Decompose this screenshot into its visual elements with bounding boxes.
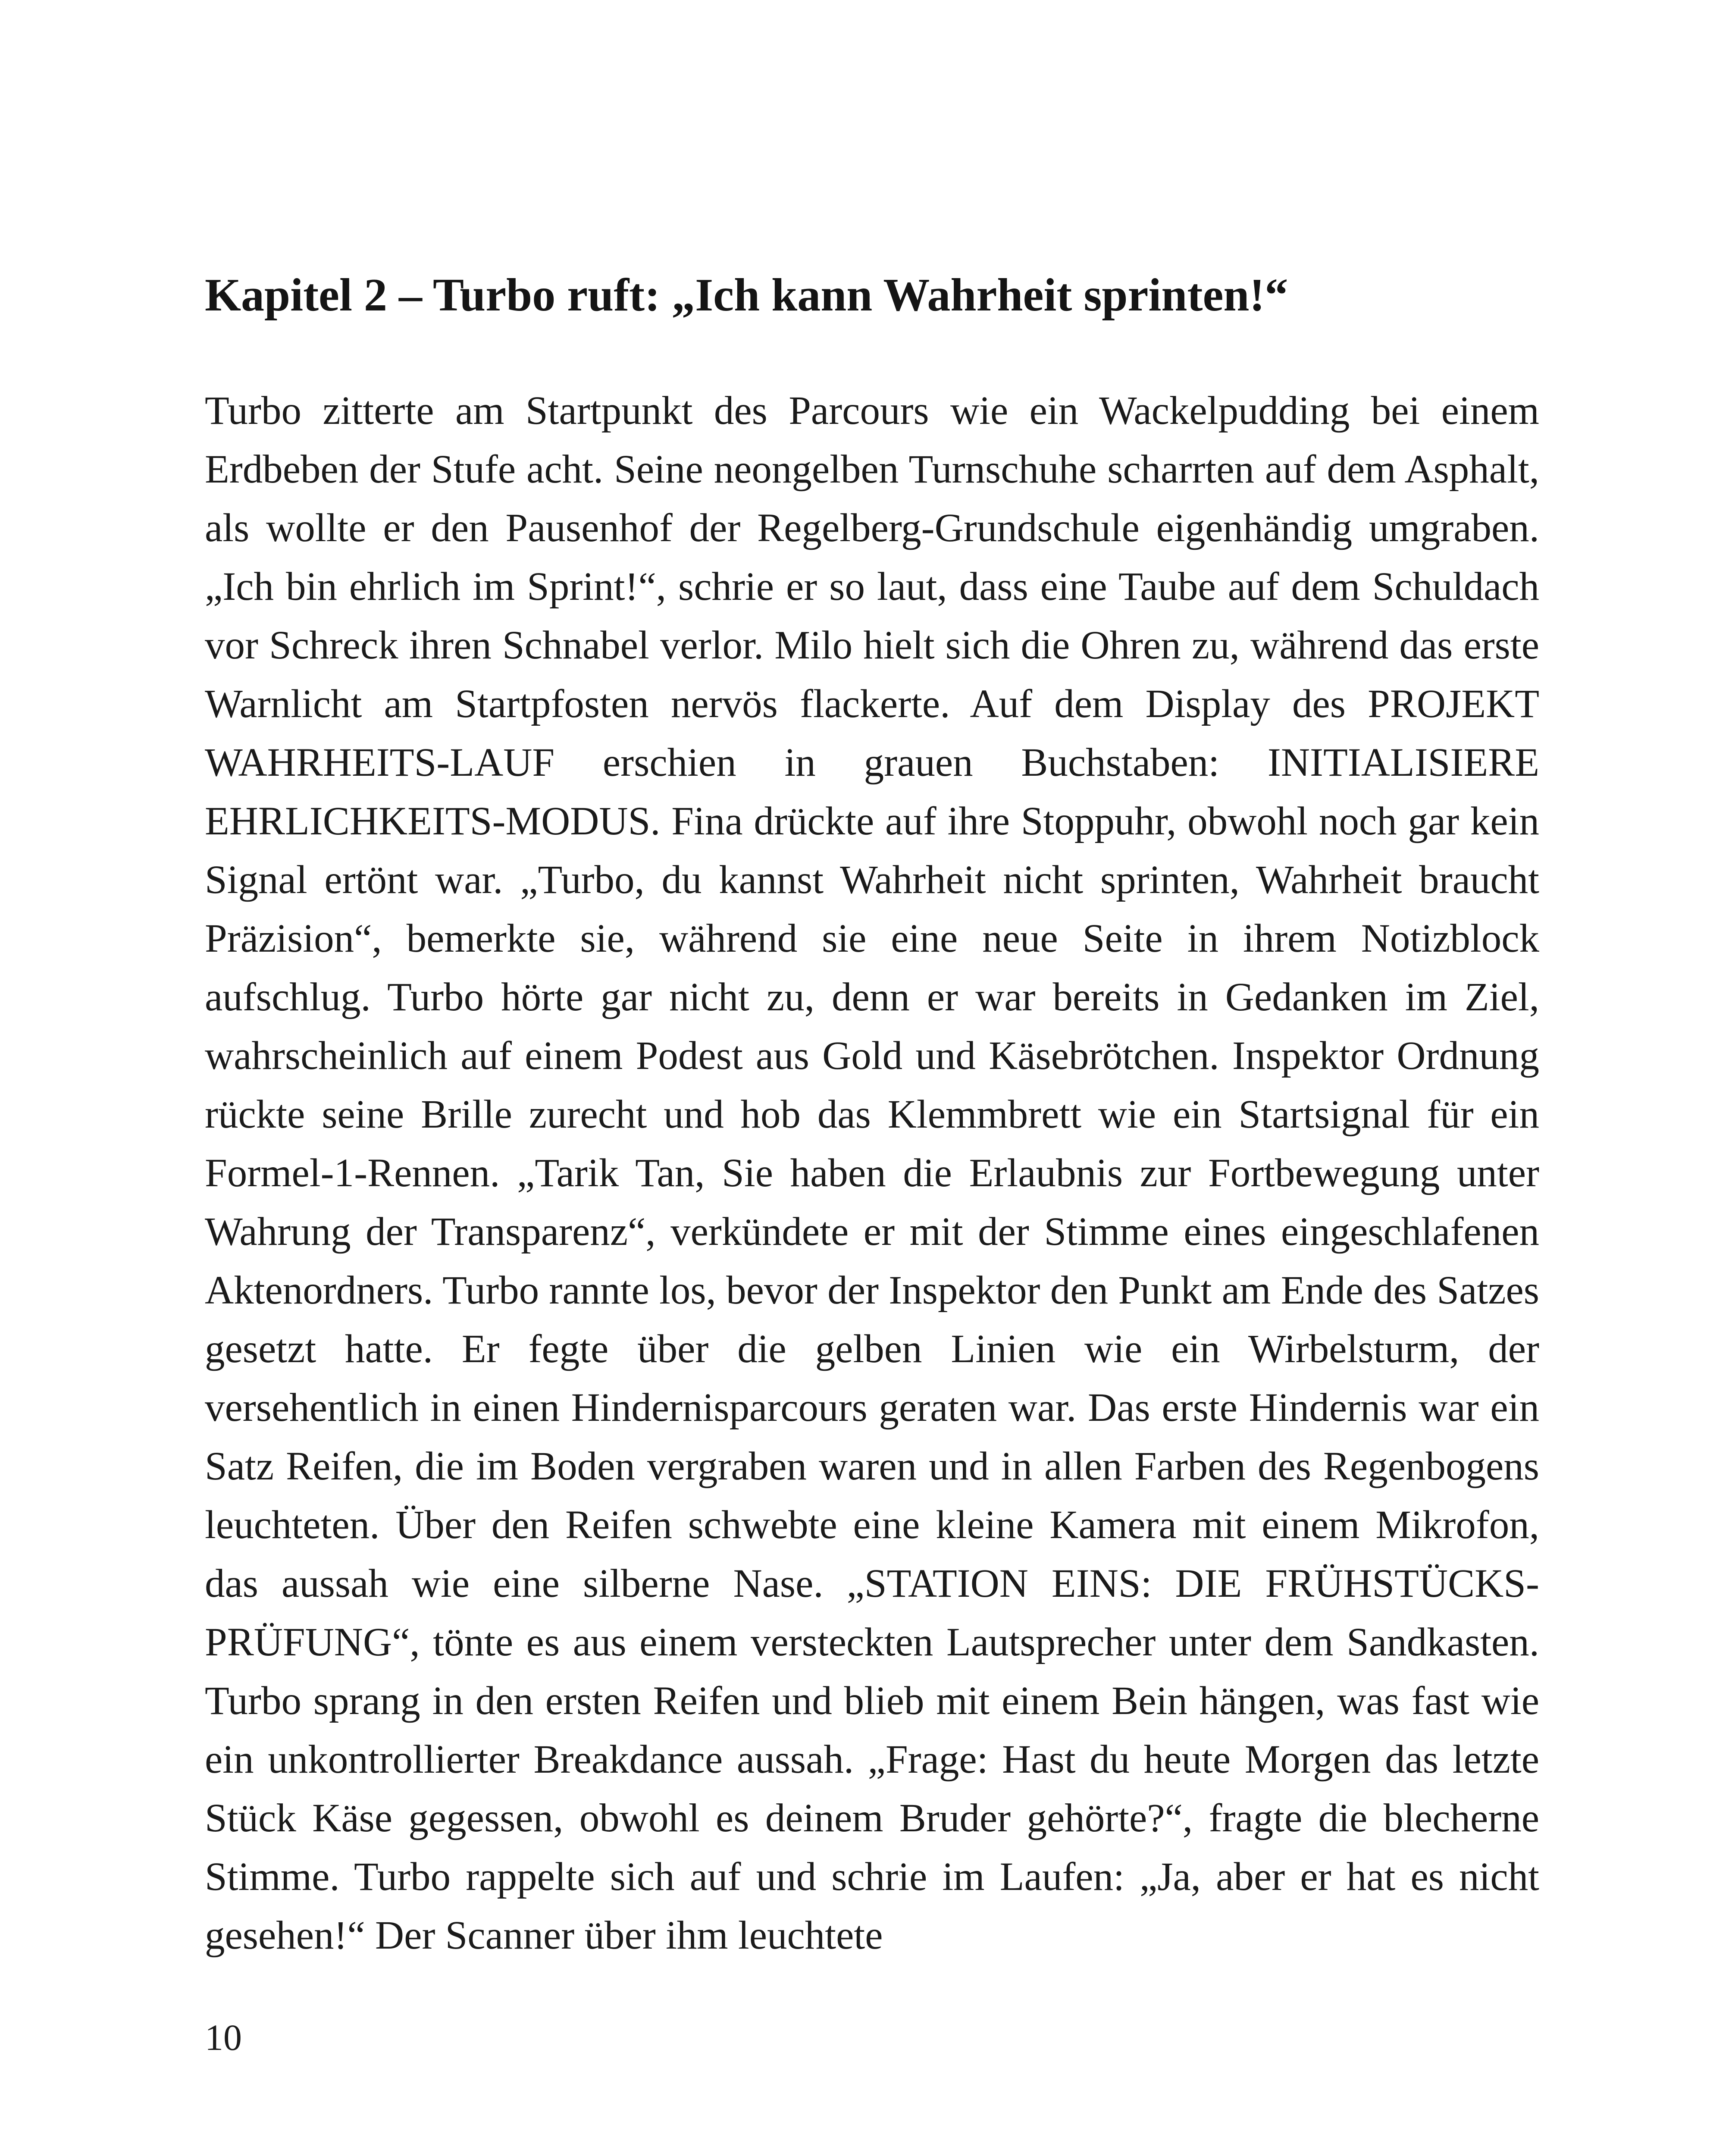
body-paragraph: Turbo zitterte am Startpunkt des Parcours wie ein Wackelpudding bei einem Erdbeben der Stufe acht. Seine neongelben Turnschuhe scharrten auf dem Asphalt, als wollte er den Pausenhof der Regelberg-Grundschule eigenhändig umgraben. „Ich bin ehrlich im Sprint!“, schrie er so laut, dass eine Taube auf dem Schuldach vor Schreck ihren Schnabel verlor. Milo hielt sich die Ohren zu, während das erste Warnlicht am Startpfosten nervös flackerte. Auf dem Display des PROJEKT WAHRHEITS-LAUF erschien in grauen Buchstaben: INITIALISIERE EHRLICHKEITS-MODUS. Fina drückte auf ihre Stoppuhr, obwohl noch gar kein Signal ertönt war. „Turbo, du kannst Wahrheit nicht sprinten, Wahrheit braucht Präzision“, bemerkte sie, während sie eine neue Seite in ihrem Notizblock aufschlug. Turbo hörte gar nicht zu, denn er war bereits in Gedanken im Ziel, wahrscheinlich auf einem Podest aus Gold und Käsebrötchen. Inspektor Ordnung rückte seine Brille zurecht und hob das Klemmbrett wie ein Startsignal für ein Formel-1-Rennen. „Tarik Tan, Sie haben die Erlaubnis zur Fortbewegung unter Wahrung der Transparenz“, verkündete er mit der Stimme eines eingeschlafenen Aktenordners. Turbo rannte los, bevor der Inspektor den Punkt am Ende des Satzes gesetzt hatte. Er fegte über die gelben Linien wie ein Wirbelsturm, der versehentlich in einen Hindernisparcours geraten war. Das erste Hindernis war ein Satz Reifen, die im Boden vergraben waren und in allen Farben des Regenbogens leuchteten. Über den Reifen schwebte eine kleine Kamera mit einem Mikrofon, das aussah wie eine silberne Nase. „STATION EINS: DIE FRÜHSTÜCKS-PRÜFUNG“, tönte es aus einem versteckten Lautsprecher unter dem Sandkasten. Turbo sprang in den ersten Reifen und blieb mit einem Bein hängen, was fast wie ein unkontrollierter Breakdance aussah. „Frage: Hast du heute Morgen das letzte Stück Käse gegessen, obwohl es deinem Bruder gehörte?“, fragte die blecherne Stimme. Turbo rappelte sich auf und schrie im Laufen: „Ja, aber er hat es nicht gesehen!“ Der Scanner über ihm leuchtete (205, 389, 1539, 1958)
chapter-title: Kapitel 2 – Turbo ruft: „Ich kann Wahrheit sprinten!“ (205, 270, 1288, 321)
page-number: 10 (205, 2017, 242, 2058)
